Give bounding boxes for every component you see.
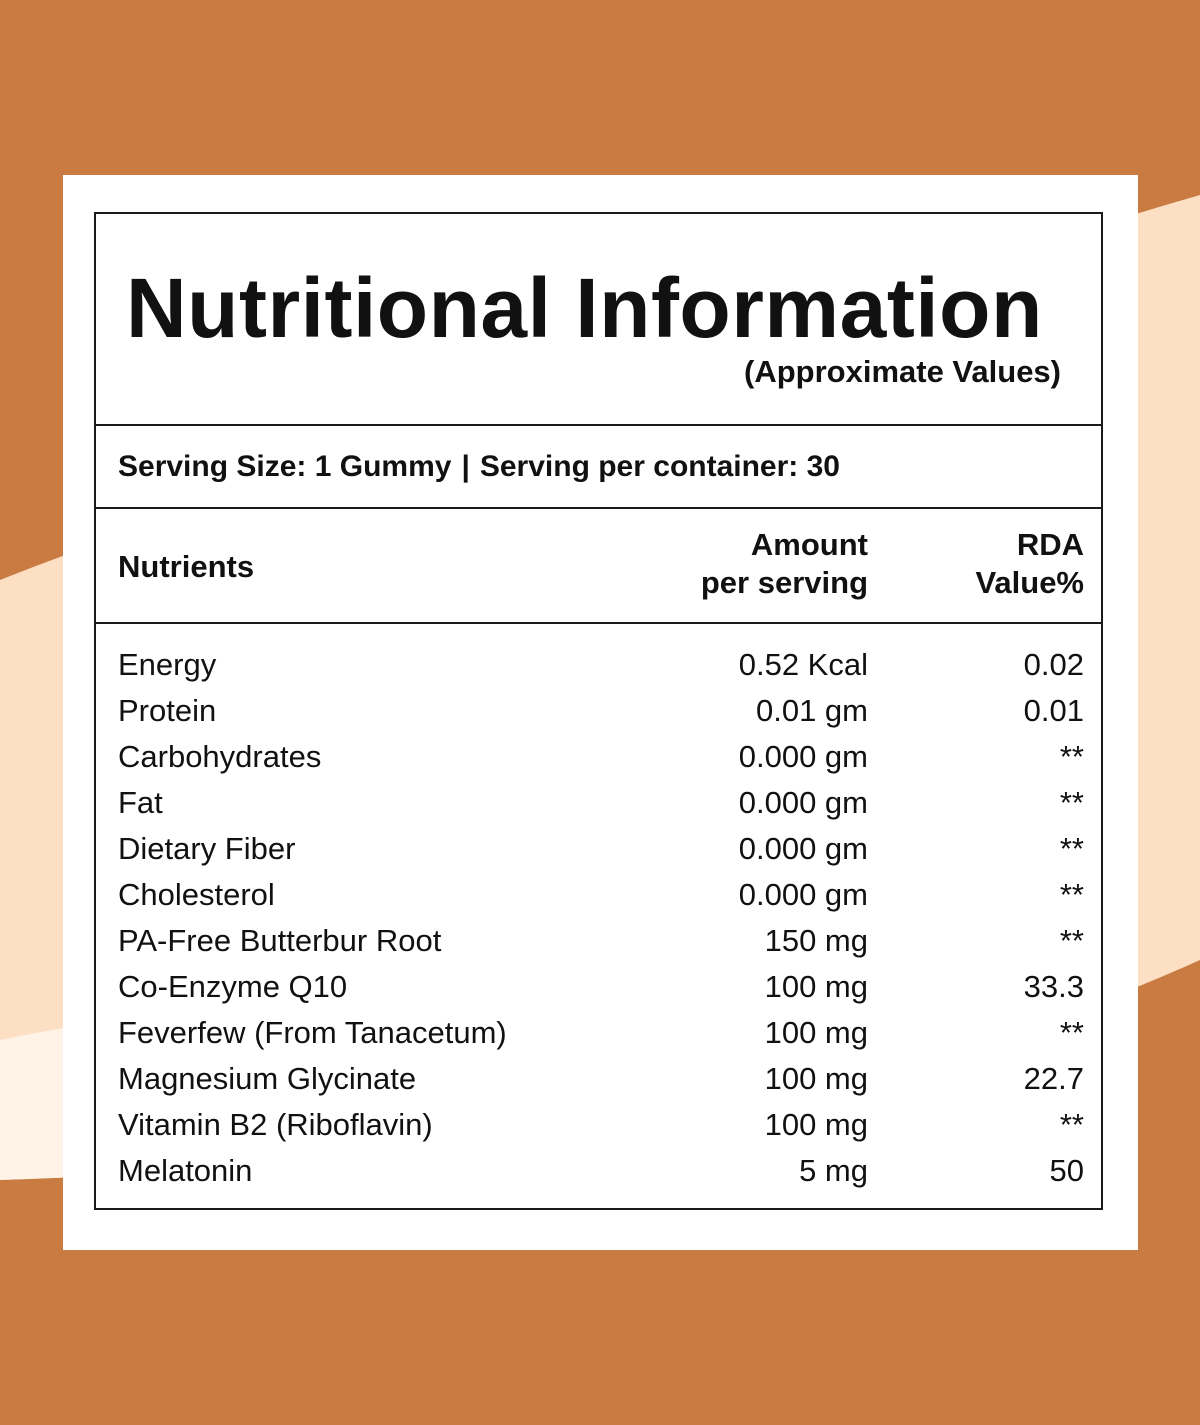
header-amount bbox=[701, 526, 868, 602]
nutrient-amount: 100 mg bbox=[764, 1061, 868, 1096]
table-row bbox=[96, 964, 1101, 1010]
table-row bbox=[96, 826, 1101, 872]
nutrient-amount: 0.01 gm bbox=[755, 693, 868, 728]
page-title: Nutritional Information bbox=[126, 261, 1043, 355]
nutrient-amount: 0.000 gm bbox=[738, 831, 868, 866]
header-nutrients: Nutrients bbox=[118, 549, 255, 584]
nutrient-name: Carbohydrates bbox=[118, 739, 322, 774]
servings-per-container: Serving per container: 30 bbox=[479, 449, 840, 483]
header-rda-line1: RDA bbox=[1016, 527, 1084, 562]
table-row bbox=[96, 688, 1101, 734]
table-row bbox=[96, 780, 1101, 826]
nutrient-name: Feverfew (From Tanacetum) bbox=[118, 1015, 507, 1050]
separator: | bbox=[461, 449, 470, 483]
nutrient-rda: 0.01 bbox=[1023, 693, 1084, 728]
nutrient-name: Magnesium Glycinate bbox=[118, 1061, 417, 1096]
nutrient-name: Vitamin B2 (Riboflavin) bbox=[118, 1107, 433, 1142]
nutrient-rda: ** bbox=[1059, 739, 1084, 774]
nutrient-rda: ** bbox=[1059, 923, 1084, 958]
nutrient-rda: 33.3 bbox=[1023, 969, 1084, 1004]
nutrient-rda: 50 bbox=[1049, 1153, 1084, 1188]
nutrient-amount: 5 mg bbox=[799, 1153, 868, 1188]
nutrient-name: Melatonin bbox=[118, 1153, 253, 1188]
nutrient-amount: 0.000 gm bbox=[738, 877, 868, 912]
label-card bbox=[63, 175, 1138, 1250]
subtitle: (Approximate Values) bbox=[744, 354, 1061, 389]
table-row bbox=[96, 1056, 1101, 1102]
nutrient-name: Cholesterol bbox=[118, 877, 275, 912]
nutrient-amount: 100 mg bbox=[764, 1107, 868, 1142]
table-row bbox=[96, 1102, 1101, 1148]
nutrient-rda: ** bbox=[1059, 1107, 1084, 1142]
nutrient-rda: 0.02 bbox=[1023, 647, 1084, 682]
table-row bbox=[96, 1148, 1101, 1194]
table-header bbox=[96, 509, 1101, 624]
table-row bbox=[96, 918, 1101, 964]
serving-info bbox=[96, 426, 1101, 509]
nutrient-name: Protein bbox=[118, 693, 217, 728]
header-amount-line1: Amount bbox=[750, 527, 868, 562]
nutrient-amount: 0.000 gm bbox=[738, 739, 868, 774]
header-rda-line2: Value% bbox=[975, 565, 1084, 600]
nutrient-amount: 100 mg bbox=[764, 1015, 868, 1050]
header-rda bbox=[975, 526, 1084, 602]
table-row bbox=[96, 642, 1101, 688]
nutrient-name: Dietary Fiber bbox=[118, 831, 296, 866]
nutrition-panel bbox=[94, 212, 1103, 1210]
nutrient-name: Co-Enzyme Q10 bbox=[118, 969, 348, 1004]
table-row bbox=[96, 734, 1101, 780]
nutrient-rda: ** bbox=[1059, 785, 1084, 820]
nutrient-rows bbox=[96, 642, 1101, 1194]
table-row bbox=[96, 872, 1101, 918]
nutrient-name: Fat bbox=[118, 785, 163, 820]
nutrient-rda: ** bbox=[1059, 1015, 1084, 1050]
title-block bbox=[96, 214, 1101, 426]
nutrient-rda: 22.7 bbox=[1023, 1061, 1084, 1096]
nutrient-rda: ** bbox=[1059, 831, 1084, 866]
nutrient-name: PA-Free Butterbur Root bbox=[118, 923, 442, 958]
header-amount-line2: per serving bbox=[700, 565, 868, 600]
serving-size: Serving Size: 1 Gummy bbox=[118, 449, 452, 483]
nutrient-rda: ** bbox=[1059, 877, 1084, 912]
nutrient-amount: 0.52 Kcal bbox=[738, 647, 868, 682]
nutrient-amount: 150 mg bbox=[764, 923, 868, 958]
table-row bbox=[96, 1010, 1101, 1056]
nutrient-amount: 0.000 gm bbox=[738, 785, 868, 820]
nutrient-name: Energy bbox=[118, 647, 217, 682]
nutrient-amount: 100 mg bbox=[764, 969, 868, 1004]
